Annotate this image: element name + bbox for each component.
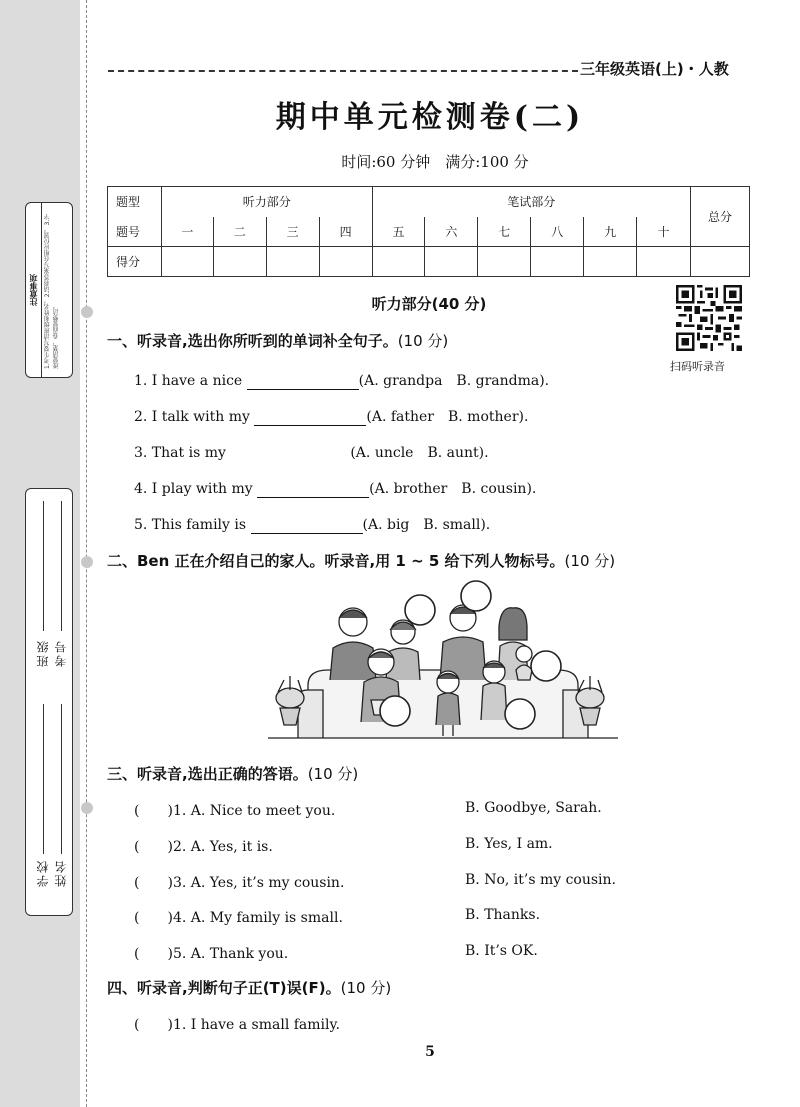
option-b: B. Yes, I am. xyxy=(465,836,553,852)
choice-row xyxy=(134,872,344,892)
exam-number-field[interactable] xyxy=(61,501,62,631)
school-label: 学校 xyxy=(36,859,50,887)
choice-row xyxy=(134,907,343,927)
score-cell[interactable] xyxy=(213,247,266,277)
score-cell[interactable] xyxy=(161,247,213,277)
row-label-number: 题号 xyxy=(108,217,162,247)
question-options: (A. brother B. cousin). xyxy=(369,481,537,497)
answer-paren[interactable]: ( ) xyxy=(134,1017,173,1033)
answer-paren[interactable]: ( ) xyxy=(134,839,173,855)
question-text: 3. That is my xyxy=(134,445,231,461)
choice-row xyxy=(134,943,288,963)
question-text: 2. I talk with my xyxy=(134,409,255,425)
section-3-title xyxy=(107,763,358,784)
score-cell[interactable] xyxy=(425,247,478,277)
q-number: 八 xyxy=(531,217,584,247)
listening-part-header: 听力部分 xyxy=(161,187,372,217)
student-info-box xyxy=(25,488,73,916)
option-a: 5. A. Thank you. xyxy=(172,946,289,962)
question-options: (A. father B. mother). xyxy=(366,409,529,425)
section-points: (10 分) xyxy=(397,332,449,350)
question-text: 4. I play with my xyxy=(134,481,258,497)
q-number: 九 xyxy=(584,217,637,247)
label-circle xyxy=(461,581,491,611)
q-number: 七 xyxy=(478,217,531,247)
section-title-text: 一、听录音,选出你所听到的单词补全句子。 xyxy=(107,332,398,350)
choice-row xyxy=(134,800,335,820)
answer-paren[interactable]: ( ) xyxy=(134,875,173,891)
q-number: 五 xyxy=(372,217,425,247)
q-number: 六 xyxy=(425,217,478,247)
notice-title: 注意事项 xyxy=(26,203,42,377)
question-row xyxy=(134,514,490,534)
answer-blank[interactable] xyxy=(257,484,369,498)
section-title-text: 三、听录音,选出正确的答语。 xyxy=(107,765,308,783)
page-number: 5 xyxy=(425,1044,435,1060)
option-a: 1. A. Nice to meet you. xyxy=(172,803,336,819)
q-number: 三 xyxy=(266,217,319,247)
class-field[interactable] xyxy=(43,501,44,631)
label-circle xyxy=(405,595,435,625)
page-title: 期中单元检测卷(二) xyxy=(275,100,585,135)
q-number: 四 xyxy=(319,217,372,247)
question-row xyxy=(134,370,549,390)
answer-paren[interactable]: ( ) xyxy=(134,946,173,962)
time-info: 时间:60 分钟 满分:100 分 xyxy=(341,153,529,171)
score-cell[interactable] xyxy=(531,247,584,277)
score-cell[interactable] xyxy=(637,247,691,277)
option-a: 4. A. My family is small. xyxy=(172,910,343,926)
label-circle xyxy=(380,696,410,726)
question-options: (A. big B. small). xyxy=(362,517,491,533)
option-b: B. Thanks. xyxy=(465,907,541,923)
answer-blank[interactable] xyxy=(247,376,359,390)
question-options: (A. grandpa B. grandma). xyxy=(358,373,550,389)
score-cell[interactable] xyxy=(584,247,637,277)
option-a: 2. A. Yes, it is. xyxy=(172,839,273,855)
total-header: 总分 xyxy=(690,187,749,247)
q-number: 十 xyxy=(637,217,691,247)
option-a: 3. A. Yes, it’s my cousin. xyxy=(172,875,345,891)
judge-row xyxy=(134,1014,340,1034)
question-row xyxy=(134,478,536,498)
school-field[interactable] xyxy=(43,704,44,854)
header-rule xyxy=(108,70,578,72)
qr-caption: 扫码听录音 xyxy=(670,360,725,373)
question-text: 5. This family is xyxy=(134,517,251,533)
answer-paren[interactable]: ( ) xyxy=(134,910,173,926)
score-cell[interactable] xyxy=(266,247,319,277)
score-cell[interactable] xyxy=(478,247,531,277)
written-part-header: 笔试部分 xyxy=(372,187,690,217)
question-row xyxy=(134,406,528,426)
family-illustration xyxy=(268,580,618,742)
question-row xyxy=(134,442,489,462)
section-4-title xyxy=(107,977,391,998)
question-options: (A. uncle B. aunt). xyxy=(350,445,489,461)
statement-text: 1. I have a small family. xyxy=(172,1017,341,1033)
section-points: (10 分) xyxy=(340,979,392,997)
score-cell[interactable] xyxy=(319,247,372,277)
name-label: 姓名 xyxy=(54,859,68,887)
notice-text: 1.考生要写清班级和姓名。2.请将答案写在相应位置。3.字迹要清楚，卷面要整洁。 xyxy=(44,213,60,369)
answer-paren[interactable]: ( ) xyxy=(134,803,173,819)
option-b: B. It’s OK. xyxy=(465,943,538,959)
section-title-text: 四、听录音,判断句子正(T)误(F)。 xyxy=(107,979,341,997)
row-label-type: 题型 xyxy=(108,187,162,217)
row-label-score: 得分 xyxy=(108,247,162,277)
section-points: (10 分) xyxy=(307,765,359,783)
answer-blank[interactable] xyxy=(251,520,363,534)
question-text: 1. I have a nice xyxy=(134,373,247,389)
class-label: 班级 xyxy=(36,639,50,667)
q-number: 二 xyxy=(213,217,266,247)
exam-number-label: 考号 xyxy=(54,639,68,667)
score-table xyxy=(107,186,750,277)
notice-box xyxy=(25,202,73,378)
option-b: B. No, it’s my cousin. xyxy=(465,872,617,888)
answer-blank[interactable] xyxy=(254,412,366,426)
binding-hole xyxy=(81,556,93,568)
section-title-text: 二、Ben 正在介绍自己的家人。听录音,用 1 ~ 5 给下列人物标号。 xyxy=(107,552,565,570)
total-score-cell[interactable] xyxy=(690,247,749,277)
listening-heading: 听力部分(40 分) xyxy=(371,295,487,313)
label-circle xyxy=(505,699,535,729)
series-label: 三年级英语(上)・人教 xyxy=(580,60,729,78)
binding-hole xyxy=(81,802,93,814)
label-circle xyxy=(531,651,561,681)
score-cell[interactable] xyxy=(372,247,425,277)
choice-row xyxy=(134,836,273,856)
q-number: 一 xyxy=(161,217,213,247)
section-2-title xyxy=(107,550,615,571)
option-b: B. Goodbye, Sarah. xyxy=(465,800,602,816)
section-points: (10 分) xyxy=(564,552,616,570)
section-1-title xyxy=(107,330,448,351)
name-field[interactable] xyxy=(61,704,62,854)
